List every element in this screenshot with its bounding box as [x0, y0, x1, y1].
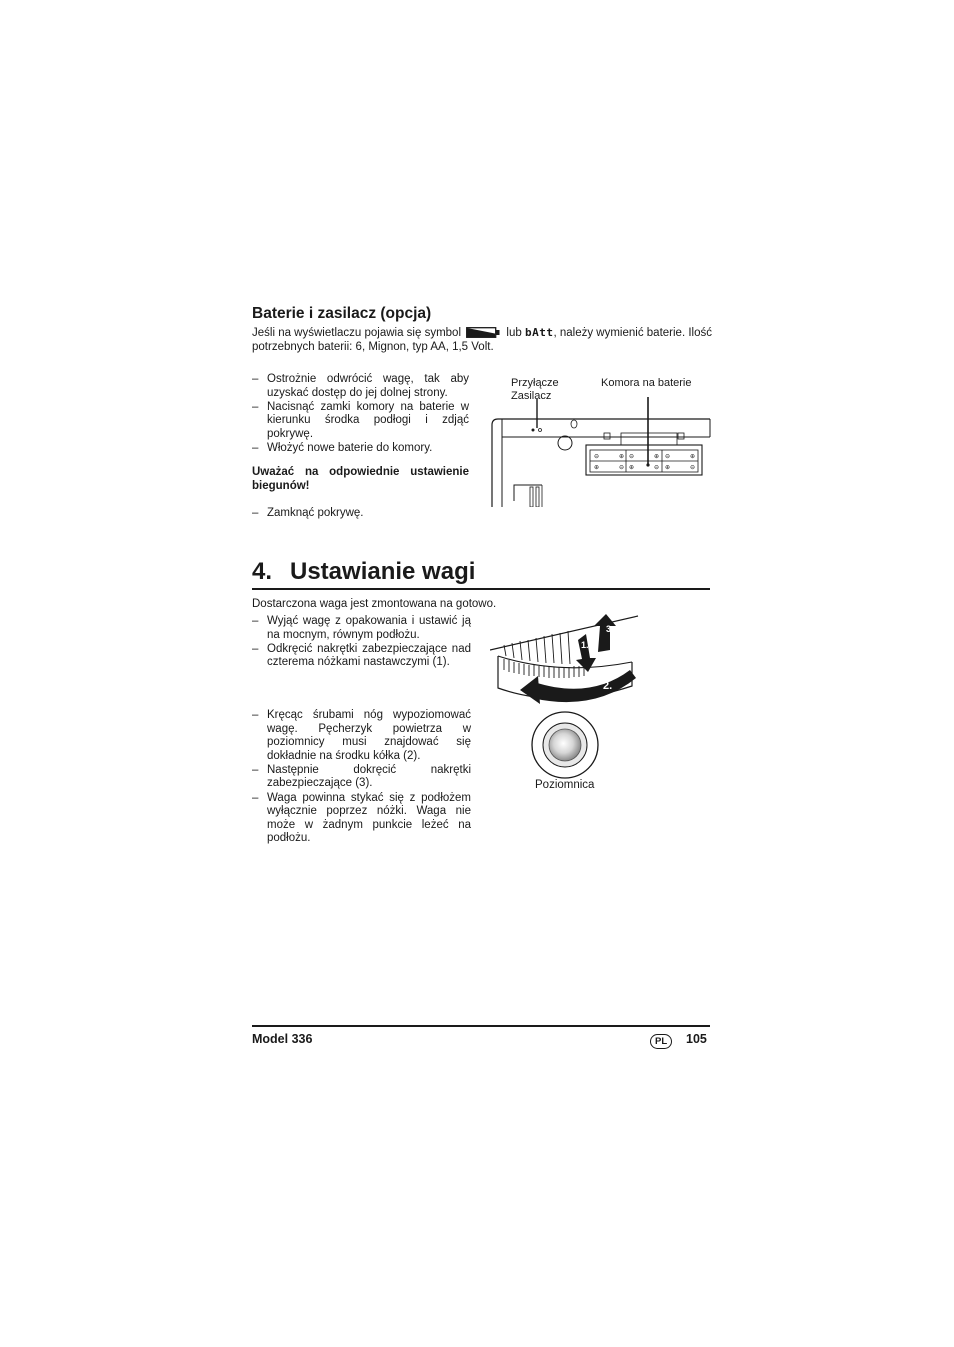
svg-text:⊖: ⊖	[619, 465, 625, 471]
language-badge: PL	[650, 1031, 672, 1049]
intro-text-part2: , należy wymienić baterie. Ilość	[553, 327, 712, 339]
svg-text:⊖: ⊖	[654, 465, 660, 471]
close-step-list	[252, 507, 469, 521]
label-power-connector: Przyłącze Zasilacz	[511, 377, 559, 402]
setup-steps-list-a	[252, 615, 471, 670]
footer-model: Model 336	[252, 1032, 313, 1046]
arrow-label-3: 3.	[606, 624, 614, 634]
list-item: – Odkręcić nakrętki zabezpieczające nad czterema nóżkami nastawczymi (1).	[252, 642, 471, 669]
intro-text-part1: Jeśli na wyświetlaczu pojawia się symbol	[252, 327, 461, 339]
polarity-warning: Uważać na odpowiednie ustawienie biegunów!	[252, 466, 469, 492]
arrow-label-2: 2.	[603, 680, 613, 692]
list-item: – Nacisnąć zamki komory na baterie w kierunku środka podłogi i zdjąć pokrywę.	[252, 400, 469, 440]
arrow-label-1: 1.	[581, 640, 589, 650]
list-item: – Waga powinna stykać się z podłożem wyłącznie poprzez nóżki. Waga nie może w żadnym punkcie leżeć na podłożu.	[252, 791, 471, 845]
list-item: – Włożyć nowe baterie do komory.	[252, 441, 433, 454]
page-number: 105	[686, 1032, 707, 1046]
chapter-number: 4.	[252, 558, 273, 585]
section-heading-batteries: Baterie i zasilacz (opcja)	[252, 305, 432, 322]
svg-text:⊕: ⊕	[629, 465, 635, 471]
chapter-rule	[252, 588, 710, 590]
setup-steps-list-b	[252, 709, 471, 846]
svg-text:⊖: ⊖	[690, 465, 696, 471]
svg-text:⊖: ⊖	[594, 454, 600, 460]
batteries-intro-line2: potrzebnych baterii: 6, Mignon, typ AA, 1,5 Volt.	[252, 341, 494, 353]
chapter-title	[252, 558, 475, 586]
label-spirit-level: Poziomnica	[535, 779, 595, 791]
list-item: – Ostrożnie odwrócić wagę, tak aby uzyskać dostęp do jej dolnej strony.	[252, 373, 469, 399]
list-item: – Wyjąć wagę z opakowania i ustawić ją na mocnym, równym podłożu.	[252, 615, 471, 641]
svg-text:⊕: ⊕	[665, 465, 671, 471]
svg-text:⊖: ⊖	[629, 454, 635, 460]
battery-compartment-illustration	[488, 395, 714, 507]
svg-text:⊕: ⊕	[654, 454, 660, 460]
list-item: – Następnie dokręcić nakrętki zabezpieczające (3).	[252, 763, 471, 790]
setup-intro: Dostarczona waga jest zmontowana na gotowo.	[252, 598, 497, 610]
label-battery-compartment: Komora na baterie	[601, 377, 692, 389]
svg-text:⊕: ⊕	[690, 454, 696, 460]
chapter-title-text: Ustawianie wagi	[290, 558, 476, 585]
list-item: – Zamknąć pokrywę.	[252, 507, 364, 519]
list-item: – Kręcąc śrubami nóg wypoziomować wagę. Pęcherzyk powietrza w poziomnicy musi znajdować się dokładnie na środku kółka (2).	[252, 709, 471, 762]
svg-text:⊕: ⊕	[619, 454, 625, 460]
intro-lub: lub	[506, 327, 522, 339]
svg-text:⊖: ⊖	[665, 454, 671, 460]
battery-steps-list	[252, 373, 469, 456]
foot-adjustment-illustration	[490, 612, 640, 708]
batt-lcd-symbol: bAtt	[524, 326, 554, 339]
footer-rule	[252, 1025, 710, 1027]
spirit-level-icon	[530, 710, 600, 780]
svg-text:⊕: ⊕	[594, 465, 600, 471]
